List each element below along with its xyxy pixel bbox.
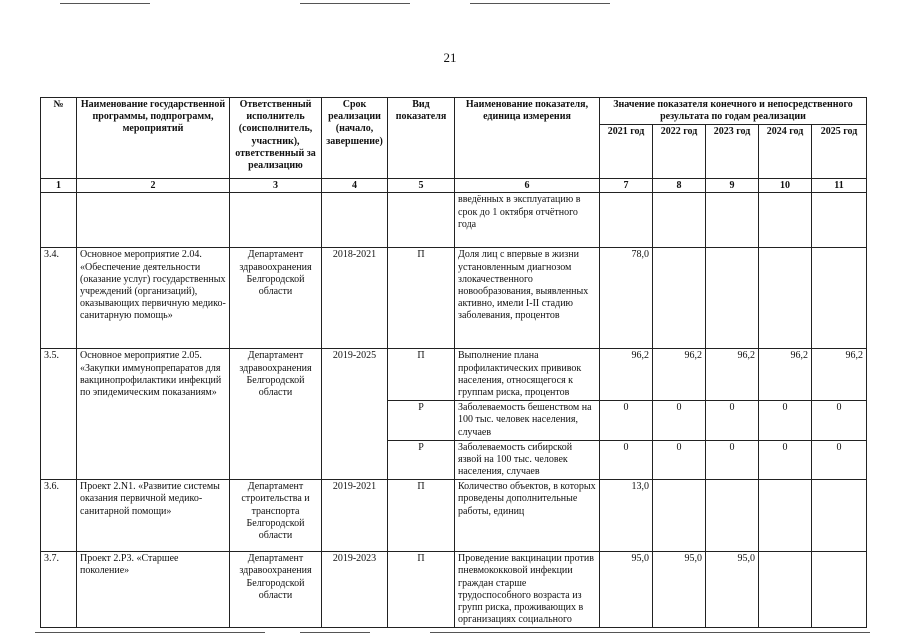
row-value [759, 480, 812, 552]
row-value [759, 248, 812, 349]
row-value: 96,2 [600, 349, 653, 401]
scan-edge-line [430, 632, 870, 633]
row-program-name: Проект 2.P3. «Старшее поколение» [77, 552, 230, 628]
row-indicator-text: Заболеваемость сибирской язвой на 100 тыс. человек населения, случаев [455, 440, 600, 480]
row-program-name: Основное мероприятие 2.05. «Закупки иммунопрепаратов для вакцинопрофилактики инфекций по эпидемическим показаниям» [77, 349, 230, 480]
header-year: 2023 год [706, 125, 759, 179]
column-number: 3 [230, 179, 322, 193]
page-number: 21 [443, 50, 457, 65]
row-value [812, 552, 867, 628]
row-value [653, 193, 706, 248]
row-term: 2018-2021 [322, 248, 388, 349]
header-term: Срок реализации (начало, завершение) [322, 98, 388, 179]
row-value [653, 480, 706, 552]
row-indicator-text: введённых в эксплуатацию в срок до 1 октября отчётного года [455, 193, 600, 248]
row-number [41, 193, 77, 248]
header-year: 2021 год [600, 125, 653, 179]
row-value: 0 [706, 401, 759, 441]
column-number: 7 [600, 179, 653, 193]
row-executor: Департамент здравоохранения Белгородской области [230, 552, 322, 628]
column-number: 2 [77, 179, 230, 193]
row-value: 96,2 [653, 349, 706, 401]
header-program-name: Наименование государственной программы, подпрограмм, мероприятий [77, 98, 230, 179]
row-number: 3.7. [41, 552, 77, 628]
row-indicator-text: Проведение вакцинации против пневмококковой инфекции граждан старше трудоспособного возраста из групп риска, проживающих в организациях социального [455, 552, 600, 628]
row-value: 96,2 [706, 349, 759, 401]
row-value: 0 [812, 401, 867, 441]
scan-edge-line [470, 3, 610, 4]
header-year: 2025 год [812, 125, 867, 179]
table-body [41, 193, 867, 628]
row-indicator-type: Р [388, 401, 455, 441]
column-number: 4 [322, 179, 388, 193]
header-executor: Ответственный исполнитель (соисполнитель, участник), ответственный за реализацию [230, 98, 322, 179]
row-program-name: Проект 2.N1. «Развитие системы оказания первичной медико-санитарной помощи» [77, 480, 230, 552]
row-value: 95,0 [706, 552, 759, 628]
scan-edge-line [300, 632, 370, 633]
row-value [600, 193, 653, 248]
row-indicator-type: П [388, 552, 455, 628]
table-row [41, 349, 867, 401]
row-value: 78,0 [600, 248, 653, 349]
header-number: № [41, 98, 77, 179]
row-value: 13,0 [600, 480, 653, 552]
row-indicator-text: Выполнение плана профилактических прививок населения, относящегося к группам риска, процентов [455, 349, 600, 401]
row-number: 3.5. [41, 349, 77, 480]
table-row [41, 552, 867, 628]
row-executor [230, 193, 322, 248]
row-value: 96,2 [812, 349, 867, 401]
table-row [41, 193, 867, 248]
row-value: 0 [653, 401, 706, 441]
row-executor: Департамент здравоохранения Белгородской области [230, 349, 322, 480]
row-indicator-text: Количество объектов, в которых проведены дополнительные работы, единиц [455, 480, 600, 552]
row-indicator-type: П [388, 480, 455, 552]
row-value [706, 193, 759, 248]
row-indicator-text: Доля лиц с впервые в жизни установленным диагнозом злокачественного новообразования, выявленных активно, имели I-II стадию заболевания, процентов [455, 248, 600, 349]
header-year: 2024 год [759, 125, 812, 179]
row-indicator-type: П [388, 349, 455, 401]
row-value [706, 248, 759, 349]
column-number: 5 [388, 179, 455, 193]
row-indicator-type: Р [388, 440, 455, 480]
row-value: 0 [812, 440, 867, 480]
row-value [759, 552, 812, 628]
row-program-name [77, 193, 230, 248]
row-value [759, 193, 812, 248]
row-value [812, 480, 867, 552]
column-number: 1 [41, 179, 77, 193]
row-value: 0 [706, 440, 759, 480]
row-indicator-type [388, 193, 455, 248]
column-number-row [41, 179, 867, 193]
scan-edge-line [35, 632, 265, 633]
row-indicator-text: Заболеваемость бешенством на 100 тыс. человек населения, случаев [455, 401, 600, 441]
column-number: 9 [706, 179, 759, 193]
scan-edge-line [300, 3, 410, 4]
row-executor: Департамент здравоохранения Белгородской области [230, 248, 322, 349]
row-term: 2019-2025 [322, 349, 388, 480]
row-value [812, 193, 867, 248]
row-value: 95,0 [653, 552, 706, 628]
row-number: 3.6. [41, 480, 77, 552]
column-number: 10 [759, 179, 812, 193]
row-term [322, 193, 388, 248]
table-row [41, 480, 867, 552]
row-term: 2019-2023 [322, 552, 388, 628]
row-program-name: Основное мероприятие 2.04. «Обеспечение деятельности (оказание услуг) государственных учреждений (организаций), оказывающих первичную медико-санитарную помощь» [77, 248, 230, 349]
row-number: 3.4. [41, 248, 77, 349]
row-value: 0 [600, 440, 653, 480]
row-value: 96,2 [759, 349, 812, 401]
scan-edge-line [60, 3, 150, 4]
header-year: 2022 год [653, 125, 706, 179]
row-value: 0 [759, 440, 812, 480]
row-indicator-type: П [388, 248, 455, 349]
row-executor: Департамент строительства и транспорта Белгородской области [230, 480, 322, 552]
row-value: 0 [653, 440, 706, 480]
program-indicators-table [40, 97, 867, 628]
column-number: 11 [812, 179, 867, 193]
column-number: 8 [653, 179, 706, 193]
row-value [812, 248, 867, 349]
header-indicator-name: Наименование показателя, единица измерения [455, 98, 600, 179]
row-value [653, 248, 706, 349]
header-indicator-type: Вид показателя [388, 98, 455, 179]
column-number: 6 [455, 179, 600, 193]
table-row [41, 248, 867, 349]
row-value: 0 [759, 401, 812, 441]
row-term: 2019-2021 [322, 480, 388, 552]
row-value [706, 480, 759, 552]
row-value: 0 [600, 401, 653, 441]
row-value: 95,0 [600, 552, 653, 628]
header-values: Значение показателя конечного и непосредственного результата по годам реализации [600, 98, 867, 125]
table-header [41, 98, 867, 193]
